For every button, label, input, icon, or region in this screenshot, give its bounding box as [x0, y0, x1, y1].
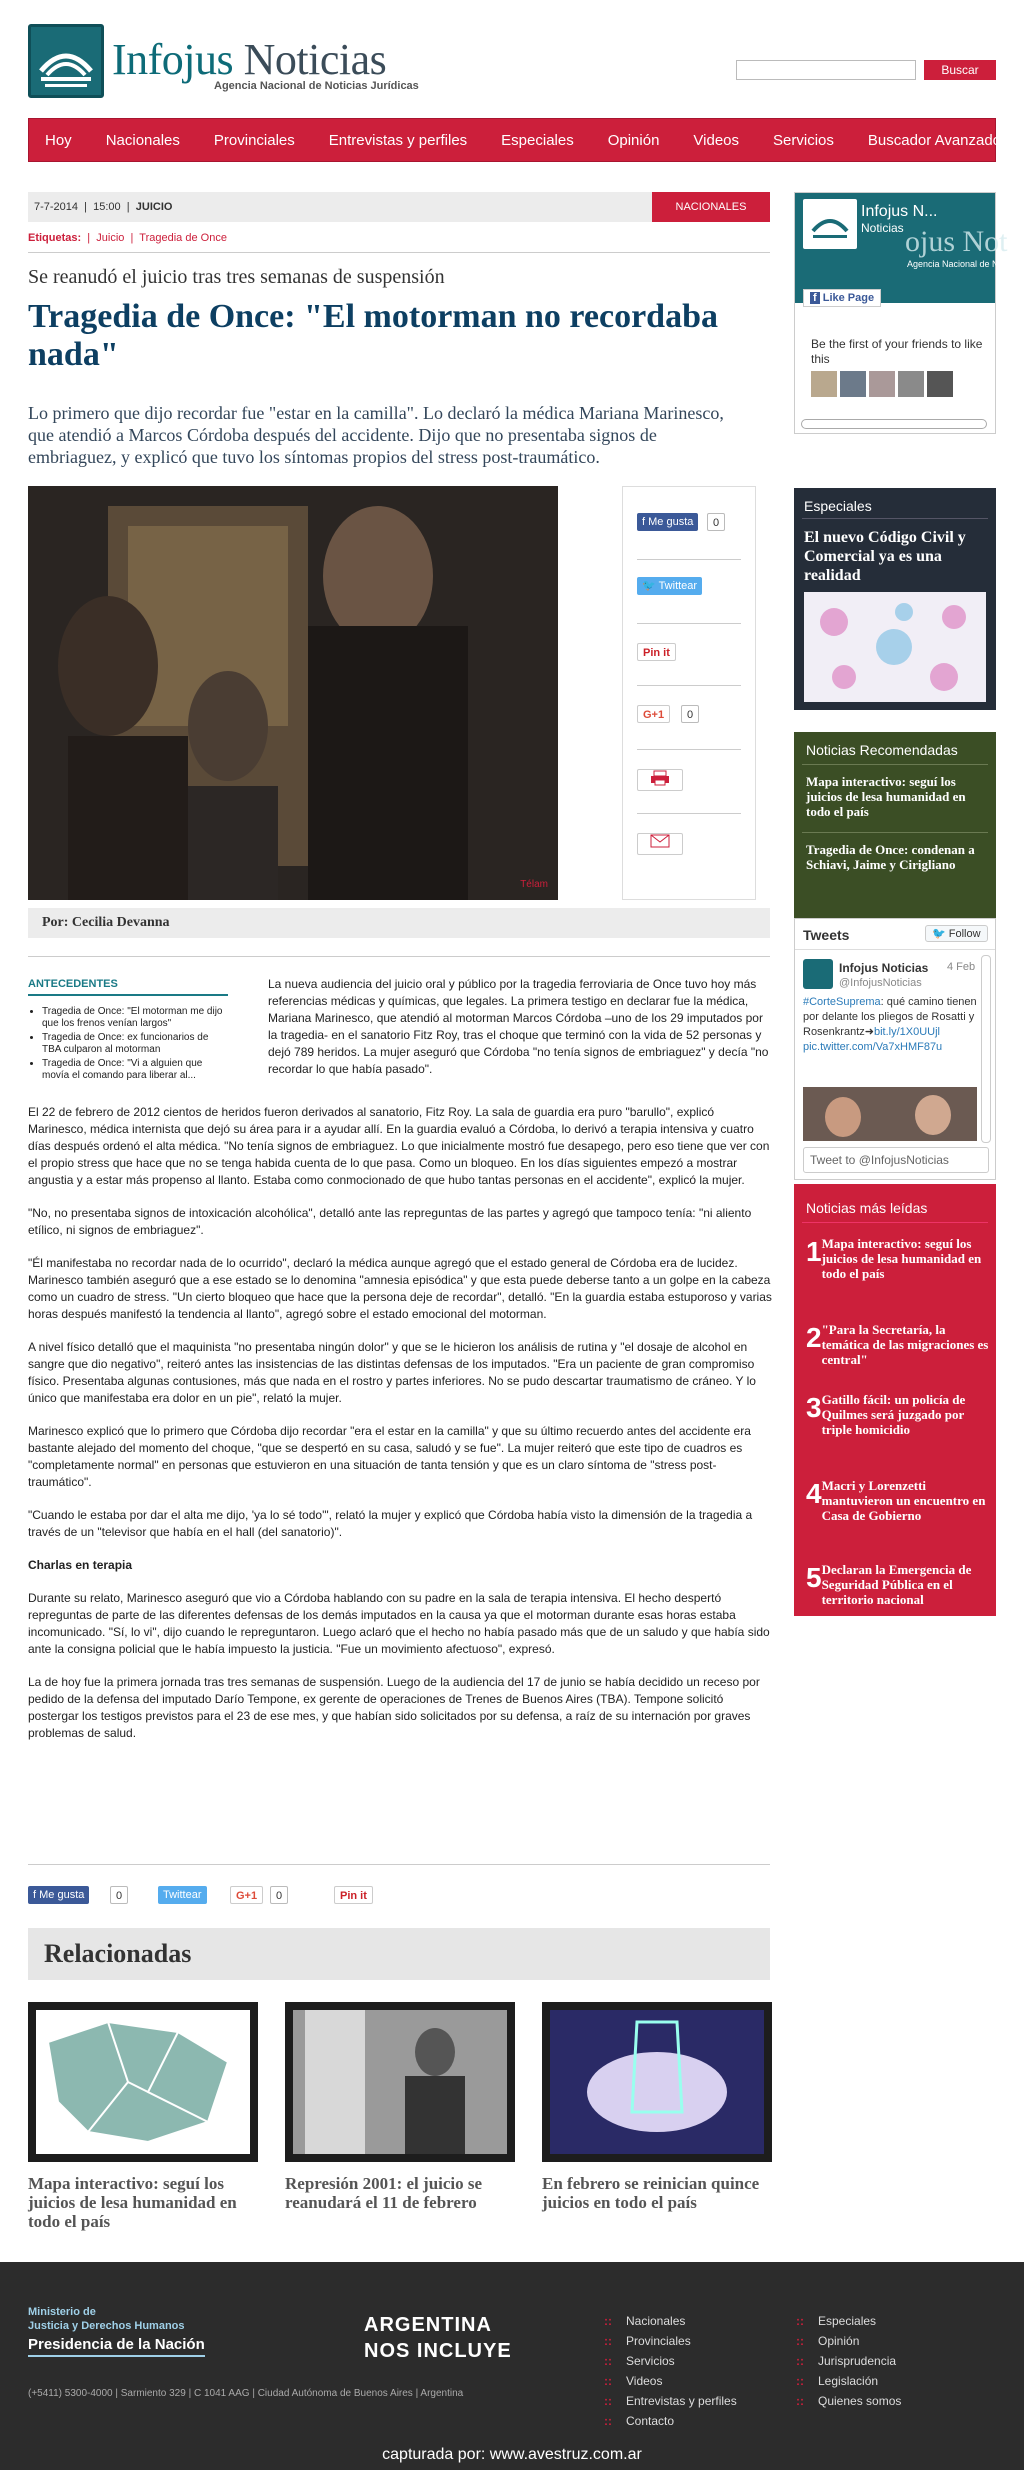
- divider: [637, 813, 741, 814]
- divider: [637, 559, 741, 560]
- tweet-button-bottom[interactable]: Twittear: [158, 1886, 207, 1904]
- tweet-date: 4 Feb: [947, 961, 976, 973]
- footer-link[interactable]: :: Contacto: [604, 2414, 674, 2428]
- article-paragraph: "Cuando le estaba por dar el alta me dijo, 'ya lo sé todo'", relató la mujer y explicó que Córdoba había visto la dimensión de la tragedia a través de un "televisor que había en el hall (del sanatorio)".: [28, 1508, 753, 1539]
- tags-row: Etiquetas: | Juicio | Tragedia de Once: [28, 232, 227, 244]
- print-icon[interactable]: [637, 769, 683, 791]
- article-body-intro: [268, 976, 772, 1094]
- footer-ministerio-1: Ministerio de: [28, 2306, 96, 2318]
- facebook-widget: [794, 192, 1009, 434]
- facebook-banner[interactable]: [795, 193, 1009, 304]
- logo-main-text: Infojus: [112, 35, 234, 84]
- article-subheading: Charlas en terapia: [28, 1558, 133, 1572]
- especiales-heading: Especiales: [804, 498, 872, 514]
- rank-number: 5: [806, 1562, 822, 1593]
- mas-leida-title: Macri y Lorenzetti mantuvieron un encuentro en Casa de Gobierno: [821, 1478, 986, 1523]
- tweet-link[interactable]: bit.ly/1X0UUjl: [873, 1026, 940, 1038]
- like-label: Me gusta: [39, 1889, 85, 1901]
- tweet-handle: @InfojusNoticias: [839, 977, 922, 989]
- nav-item-opinion[interactable]: Opinión: [607, 131, 660, 149]
- footer-argentina-1: ARGENTINA: [364, 2314, 492, 2336]
- article-body: [28, 1104, 772, 1758]
- recomendadas-heading: Noticias Recomendadas: [806, 742, 958, 758]
- like-count: 0: [707, 513, 725, 531]
- nav-item-provinciales[interactable]: Provinciales: [213, 131, 295, 149]
- search-input[interactable]: [736, 60, 916, 80]
- article-paragraph: La de hoy fue la primera jornada tras tres semanas de suspensión. Luego de la audiencia del 17 de junio se había decidido un receso por pedido de la defensa del imputado Darío Tempone, ex gerente de operaciones de Trenes de Buenos Aires (TBA). Tempone solicitó postergar los testigos previstos para el 23 de ese mes, y que habían sido solicitados por su defensa, a raíz de su internación por graves problemas de salud.: [28, 1675, 760, 1740]
- pinit-button[interactable]: Pin it: [637, 643, 676, 661]
- tweet-hashtag[interactable]: #CorteSuprema: [803, 996, 881, 1008]
- logo-subtitle: Agencia Nacional de Noticias Jurídicas: [214, 80, 419, 92]
- photo-credit: Télam: [520, 879, 548, 890]
- twitter-bird-icon: 🐦: [932, 928, 946, 940]
- avatar[interactable]: [898, 371, 924, 397]
- logo-icon[interactable]: [28, 24, 104, 98]
- related-image-map[interactable]: [28, 2002, 258, 2162]
- article-lead: Lo primero que dijo recordar fue "estar en la camilla". Lo declaró la médica Mariana Marinesco, que atendió a Marcos Córdoba después del accidente. Dijo que no presentaba signos de embriaguez, y explicó que tuvo los síntomas propios del stress post-traumático.: [28, 403, 724, 467]
- rank-number: 2: [806, 1322, 822, 1353]
- tweet-button[interactable]: [637, 577, 702, 595]
- logo-wordmark[interactable]: [112, 34, 386, 85]
- share-column: [622, 486, 756, 900]
- tweet-user[interactable]: Infojus Noticias: [839, 961, 929, 975]
- related-title[interactable]: Represión 2001: el juicio se reanudará el 11 de febrero: [285, 2174, 483, 2212]
- divider: [637, 749, 741, 750]
- divider: [637, 685, 741, 686]
- divider: [795, 949, 995, 950]
- fb-banner-text: ojus Not: [905, 225, 1008, 258]
- mas-leida-title: "Para la Secretaría, la temática de las migraciones es central": [821, 1322, 989, 1367]
- avatar[interactable]: [869, 371, 895, 397]
- nav-item-buscador[interactable]: Buscador Avanzado: [867, 131, 1002, 149]
- footer-argentina-2: NOS INCLUYE: [364, 2340, 512, 2362]
- article-photo: [28, 486, 558, 900]
- footer-link[interactable]: :: Quienes somos: [796, 2394, 901, 2408]
- facebook-like-button[interactable]: f Me gusta: [637, 513, 698, 531]
- nav-item-nacionales[interactable]: Nacionales: [105, 131, 180, 149]
- article-paragraph: Durante su relato, Marinesco aseguró que vio a Córdoba hablando con su padre en la sala de terapia intensiva. El hecho despertó repreguntas de parte de las diferentes defensas de los demás imputados en la causa ya que el motorman durante esas horas estaba incomunicado. "Sí, lo vi", dijo cuando le repreguntaron. Luego aclaró que el hecho no había pasado más que de un saludo y que había sido ante la consigna policial que le había impuesto la justicia. "Fue un movimiento afectuoso", expresó.: [28, 1591, 770, 1656]
- mas-leida-item[interactable]: [806, 1322, 990, 1367]
- footer-presidencia[interactable]: Presidencia de la Nación: [28, 2336, 205, 2357]
- avatar[interactable]: [840, 371, 866, 397]
- main-nav: [28, 118, 1002, 162]
- footer-link[interactable]: :: Provinciales: [604, 2334, 691, 2348]
- recomendada-link[interactable]: Mapa interactivo: seguí los juicios de lesa humanidad en todo el país: [806, 774, 966, 819]
- antecedente-link[interactable]: • Tragedia de Once: "Vi a alguien que movía el comando para liberar al...: [42, 1058, 228, 1082]
- page-logo-icon: [803, 199, 857, 249]
- like-page-button[interactable]: [803, 289, 881, 307]
- article-section: JUICIO: [135, 201, 173, 213]
- fb-page-name: Infojus N...: [861, 203, 938, 220]
- related-title[interactable]: En febrero se reinician quince juicios en todo el país: [542, 2174, 760, 2212]
- article-subtitle: Se reanudó el juicio tras tres semanas de suspensión: [28, 266, 445, 288]
- logo-second-text: Noticias: [233, 35, 387, 84]
- tweet-body: : qué camino tienen por delante los pliegos de Rosatti y Rosenkrantz➜: [803, 996, 977, 1038]
- gplus-count: 0: [681, 705, 699, 723]
- footer-link[interactable]: :: Especiales: [796, 2314, 876, 2328]
- divider: [28, 1864, 770, 1865]
- related-title[interactable]: Mapa interactivo: seguí los juicios de lesa humanidad en todo el país: [28, 2174, 237, 2231]
- footer-address: (+5411) 5300-4000 | Sarmiento 329 | C 1041 AAG | Ciudad Autónoma de Buenos Aires | Argentina: [28, 2388, 464, 2399]
- especiales-image[interactable]: [804, 592, 986, 702]
- footer-link[interactable]: :: Jurisprudencia: [796, 2354, 896, 2368]
- capture-credit: capturada por: www.avestruz.com.ar: [382, 2446, 642, 2463]
- category-badge[interactable]: NACIONALES: [652, 192, 770, 222]
- related-image-photo[interactable]: [285, 2002, 515, 2162]
- vertical-scrollbar[interactable]: [981, 955, 991, 1143]
- nav-item-servicios[interactable]: Servicios: [773, 131, 834, 149]
- like-page-label: Like Page: [822, 292, 875, 304]
- article-date: 7-7-2014: [34, 201, 79, 213]
- tweet-image[interactable]: [803, 1087, 977, 1141]
- twitter-bird-icon: 🐦: [642, 580, 656, 592]
- horizontal-scrollbar[interactable]: [801, 419, 987, 429]
- gplus-button[interactable]: G+1: [637, 705, 670, 723]
- antecedente-link[interactable]: • Tragedia de Once: "El motorman me dijo que los frenos venían largos": [42, 1006, 228, 1030]
- recomendada-link[interactable]: Tragedia de Once: condenan a Schiavi, Jaime y Cirigliano: [806, 842, 975, 872]
- avatar[interactable]: [811, 371, 837, 397]
- tweet-text: [803, 995, 977, 1055]
- divider: [28, 252, 770, 253]
- tag-link[interactable]: Tragedia de Once: [139, 232, 227, 244]
- mas-leida-item[interactable]: [806, 1478, 990, 1523]
- tweet-link[interactable]: pic.twitter.com/Va7xHMF87u: [803, 1041, 943, 1053]
- footer-link[interactable]: :: Videos: [604, 2374, 662, 2388]
- article-paragraph: La nueva audiencia del juicio oral y público por la tragedia ferroviaria de Once tuvo hoy más referencias médicas y químicas, que legales. La primera testigo en declarar fue la médica, Mariana Marinesco, que atendió al motorman Marcos Córdoba –uno de los 29 imputados por la tragedia- en el sanatorio Fitz Roy, tras el choque que terminó con la vida de 52 personas y dejó 789 heridos. La mujer aseguró que Córdoba "no tenía signos de embriaguez" y decía "no recordar lo que había pasado".: [268, 977, 769, 1076]
- facebook-icon: f: [810, 292, 820, 304]
- tweets-heading: Tweets: [803, 927, 850, 943]
- follow-label: Follow: [948, 928, 981, 940]
- pinit-button-bottom[interactable]: Pin it: [334, 1886, 373, 1904]
- mas-leida-title: Gatillo fácil: un policía de Quilmes será juzgado por triple homicidio: [821, 1392, 966, 1437]
- divider: [637, 623, 741, 624]
- like-label: Me gusta: [648, 516, 694, 528]
- footer-ministerio-2: Justicia y Derechos Humanos: [28, 2320, 185, 2332]
- twitter-widget: [794, 918, 996, 1180]
- avatar[interactable]: [927, 371, 953, 397]
- antecedente-link[interactable]: • Tragedia de Once: ex funcionarios de TBA culparon al motorman: [42, 1032, 228, 1056]
- divider: [802, 764, 988, 765]
- email-icon[interactable]: [637, 833, 683, 855]
- antecedentes-box: [28, 978, 228, 1084]
- article-paragraph: "No, no presentaba signos de intoxicación alcohólica", detalló ante las repreguntas de las partes y agregó que tampoco tenía: "ni aliento etílico, ni signos de embriaguez".: [28, 1206, 752, 1237]
- tags-label: Etiquetas:: [28, 232, 82, 244]
- relacionadas-heading: Relacionadas: [28, 1928, 770, 1980]
- nav-item-hoy[interactable]: Hoy: [45, 131, 72, 149]
- antecedentes-heading: ANTECEDENTES: [28, 978, 228, 996]
- facebook-like-button-bottom[interactable]: f Me gusta: [28, 1886, 89, 1904]
- article-paragraph: Marinesco explicó que lo primero que Córdoba dijo recordar "era el estar en la camilla" y que su último recuerdo antes del accidente era bastante alejado del momento del choque, "que se despertó en su casa, saludó y se fue". La mujer reiteró que este tipo de cuadros es "completamente normal" en personas que estuvieron en una situación de tanta tensión y que es un claro síntoma de "stress post-traumático".: [28, 1424, 751, 1489]
- rank-number: 4: [806, 1478, 822, 1509]
- footer-link[interactable]: :: Servicios: [604, 2354, 675, 2368]
- footer-link[interactable]: :: Entrevistas y perfiles: [604, 2394, 737, 2408]
- fb-friends-text: Be the first of your friends to like this: [811, 337, 983, 366]
- article-title: Tragedia de Once: "El motorman no recordaba nada": [28, 298, 718, 373]
- nav-item-entrevistas[interactable]: Entrevistas y perfiles: [328, 131, 468, 149]
- divider: [802, 832, 988, 833]
- avatar[interactable]: [803, 959, 833, 989]
- follow-button[interactable]: [925, 925, 988, 942]
- gplus-button-bottom[interactable]: G+1: [230, 1886, 263, 1904]
- footer-link[interactable]: :: Nacionales: [604, 2314, 685, 2328]
- like-count-bottom: 0: [110, 1886, 128, 1904]
- footer-link[interactable]: :: Legislación: [796, 2374, 878, 2388]
- article-paragraph: El 22 de febrero de 2012 cientos de heridos fueron derivados al sanatorio, Fitz Roy. La sala de guardia era puro "barullo", explicó Marinesco, médica internista que dejó su área para ir a ayudar allí. En la guardia evaluó a Córdoba, lo derivó a terapia intensiva y cuatro días después ordenó el alta médica. "No tenía signos de embriaguez. Lo que inicialmente mostró fue desapego, pero eso tiene que ver con el propio stress que hace que no se tenga habida cuenta de lo que pasa. Como un bloqueo. En los días siguientes empezó a mostrar angustia y a estar más propenso al llanto. Estaba como conmocionado de que hubo tantas personas en el accidente", explicó la mujer.: [28, 1105, 770, 1187]
- search-button[interactable]: Buscar: [924, 60, 996, 80]
- article-paragraph: "Él manifestaba no recordar nada de lo ocurrido", declaró la médica aunque agregó que el estado general de Córdoba era de lucidez. Marinesco también aseguró que a ese estado se lo denomina "amnesia episódica" y que esta puede deberse tanto a un golpe en la cabeza como un cuadro de stress. "Un cierto bloqueo que hace que la persona deje de recordar", detalló. "En la guardia estaba estuporoso y varias horas después manifestó la tendencia al llanto", agregó sobre el estado emocional del motorman.: [28, 1256, 772, 1321]
- especiales-box: [794, 488, 996, 710]
- tag-link[interactable]: Juicio: [96, 232, 125, 244]
- divider: [802, 518, 988, 519]
- gplus-count-bottom: 0: [270, 1886, 288, 1904]
- footer-link[interactable]: :: Opinión: [796, 2334, 859, 2348]
- divider: [28, 956, 770, 957]
- mas-leida-title: Declaran la Emergencia de Seguridad Pública en el territorio nacional: [821, 1562, 972, 1607]
- especiales-title[interactable]: El nuevo Código Civil y Comercial ya es una realidad: [804, 529, 966, 584]
- mas-leida-item[interactable]: [806, 1562, 990, 1607]
- nav-item-videos[interactable]: Videos: [693, 131, 740, 149]
- rank-number: 3: [806, 1392, 822, 1423]
- related-image-illustration[interactable]: [542, 2002, 772, 2162]
- mas-leidas-box: [794, 1184, 996, 1616]
- mas-leida-item[interactable]: [806, 1236, 990, 1281]
- rank-number: 1: [806, 1236, 822, 1267]
- fb-page-sub: Noticias: [861, 221, 904, 235]
- fb-banner-sub: Agencia Nacional de Noti: [907, 259, 1009, 269]
- divider: [802, 1222, 988, 1223]
- article-time: 15:00: [93, 201, 121, 213]
- tweet-label: Twittear: [658, 580, 698, 592]
- article-byline: Por: Cecilia Devanna: [28, 908, 770, 938]
- article-meta-bar: 7-7-2014 | 15:00 | JUICIO: [28, 192, 770, 222]
- footer: [0, 2262, 1024, 2470]
- article-paragraph: A nivel físico detalló que el maquinista "no presentaba ningún dolor" y que se le hicieron los análisis de rutina y "el dosaje de alcohol en sangre que dio negativo", reiteró antes las insistencias de las distintas defensas de los imputados. "Era un paciente de gran compromiso físico. Presentaba algunas contusiones, más que nada en el rostro y partes inferiores. No se pudo descartar traumatismo de cráneo. Y lo único que manifestaba era dolor en un pie", relató la mujer.: [28, 1340, 756, 1405]
- mas-leida-title: Mapa interactivo: seguí los juicios de lesa humanidad en todo el país: [821, 1236, 982, 1281]
- mas-leida-item[interactable]: [806, 1392, 990, 1437]
- tweet-compose-input[interactable]: Tweet to @InfojusNoticias: [803, 1147, 989, 1173]
- fb-friend-avatars: [811, 371, 953, 397]
- mas-leidas-heading: Noticias más leídas: [806, 1200, 928, 1216]
- nav-item-especiales[interactable]: Especiales: [501, 131, 574, 149]
